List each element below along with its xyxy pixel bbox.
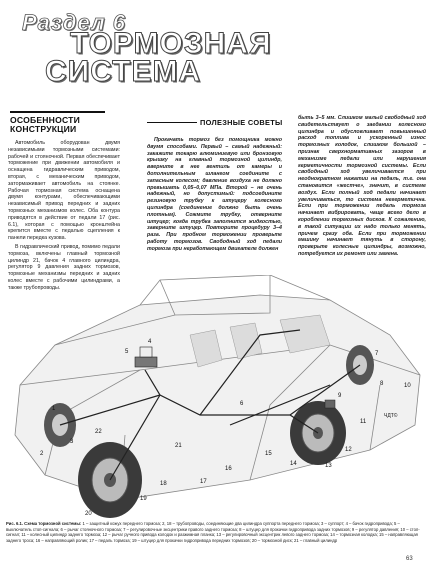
figure-caption <box>6 521 426 543</box>
callout-3: 3 <box>70 439 74 445</box>
callout-17: 17 <box>200 479 207 485</box>
paragraph: Автомобиль оборудован двумя независимыми тормозными системами: рабочей и стояночной. Первая обеспечивает торможение при движении автомобиля и оснащена гидравлическим приводом, вторая, с механическим приводом, затормаживает автомобиль на стоянке. Рабочая тормозная система оснащена двумя контурами, обеспечивающими независимый привод передних и задних тормозных механизмов колес. Оба контура приводятся в действие от педали 17 (рис. 6.1), которая с помощью кронштейна крепится вместе с педалью сцепления к панели передка кузова. <box>8 140 120 242</box>
callout-5: 5 <box>125 349 129 355</box>
callout-4: 4 <box>148 339 152 345</box>
heading-rule <box>147 122 197 123</box>
heading-line-1: ОСОБЕННОСТИ <box>10 115 80 125</box>
callout-7: 7 <box>375 351 379 357</box>
callout-19: 19 <box>140 496 147 502</box>
callout-15: 15 <box>265 451 272 457</box>
header <box>0 0 430 100</box>
callout-12: 12 <box>345 447 352 453</box>
column-tips-continued <box>298 115 426 260</box>
section-label: Раздел 6 <box>22 10 126 35</box>
column-tips <box>147 137 282 255</box>
callout-6: 6 <box>240 401 244 407</box>
callout-10: 10 <box>404 383 411 389</box>
page-title <box>45 27 272 88</box>
heading-rule <box>10 111 105 113</box>
callout-2: 2 <box>40 451 44 457</box>
callout-9: 9 <box>338 393 342 399</box>
callout-13: 13 <box>325 463 332 469</box>
caption-text: 1 – защитный кожух переднего тормоза; 2, 18 – трубопроводы, соединяющие два цилиндра суппорта переднего тормоза; 3 – суппорт; 4 – бачок гидропривода; 5 – выключатель стоп-сигнала; 6 – рычаг стояночного тормоза; 7 – регулировочные эксцентрики правого заднего тормоза; 8 – штуцер для прокачки гидропривода задних тормозов; 9 – регулятор давления; 10 – стоп-сигнал; 11 – колесный цилиндр заднего тормоза; 12 – рычаг ручного привода колодок и разжимная планка; 13 – регулировочный эксцентрик левого заднего тормоза; 14 – тормозная колодка; 15 – направляющая заднего троса; 16 – направляющий ролик; 17 – педаль тормоза; 19 – штуцер для прокачки гидропривода передних тормозов; 20 – тормозной диск; 21 – главный цилиндр <box>6 521 420 543</box>
callout-21: 21 <box>175 443 182 449</box>
section-heading-features <box>10 116 120 134</box>
callout-20: 20 <box>85 511 92 517</box>
page-number: 63 <box>406 556 413 562</box>
section-heading-tips: ПОЛЕЗНЫЕ СОВЕТЫ <box>200 118 283 127</box>
column-features <box>8 140 120 294</box>
title-line-1: ТОРМОЗНАЯ <box>70 27 272 60</box>
callout-14: 14 <box>290 461 297 467</box>
callout-8: 8 <box>380 381 384 387</box>
car-body-outline <box>15 275 420 500</box>
callout-1: 1 <box>52 406 56 412</box>
callout-18: 18 <box>160 481 167 487</box>
paragraph: быть 3–5 мм. Слишком малый свободный ход свидетельствует о заедании колесного цилиндра и обусловливает повышенный расход топлива и ускоренный износ тормозных колодок, слишком большой – признак сверхнормативных зазоров в механизме педали или нарушения герметичности тормозной системы. Если свободный ход увеличивается при неоднократном нажатии на педаль, т.е. она становится «жестче», значит, в системе воздух. Если полный ход педали начинает увеличиваться, то система негерметична. Если при торможении педаль тормоза начинает вибрировать, чаще всего дело в короблении тормозных дисков. К сожалению, в такой ситуации их надо только менять, причем сразу оба. Если при торможении машину начинает тянуть в сторону, проверьте колесные цилиндры, возможно, потребуется их ремонт или замена. <box>298 115 426 257</box>
pressure-regulator <box>325 400 335 408</box>
paragraph: Прокачать тормоз без помощника можно двумя способами. Первый – самый надежный: закажите токарю алюминиевую или бронзовую крышку на главный тормозной цилиндр, вверните в нее вентиль от камеры и дополнительным шлангом соедините с запасным колесом; давление воздуха не должно превышать 0,05–0,07 МПа. Второй – не очень надежный, но допустимый: подсоедините резиновую трубку к штуцеру колесного цилиндра (соединение должно быть очень плотным). Сожмите трубку, отверните штуцер; когда трубка заполнится жидкостью, заверните штуцер. Повторите процедуру 3–4 раза. При пробном торможении проверьте работу тормозов. Свободный ход педали тормоза при неработающем двигателе должен <box>147 137 282 252</box>
brake-system-illustration <box>0 275 430 520</box>
rear-label: ЧДТ© <box>384 413 398 419</box>
callout-11: 11 <box>360 419 367 425</box>
callout-16: 16 <box>225 466 232 472</box>
callout-22: 22 <box>95 429 102 435</box>
caption-title: Рис. 6.1. Схема тормозной системы: <box>6 521 82 526</box>
paragraph: В гидравлический привод, помимо педали тормоза, включены главный тормозной цилиндр 21, бачок 4 главного цилиндра, регулятор 9 давления задних тормозов, тормозные механизмы передних и задних колес вместе с рабочими цилиндрами, а также трубопроводы. <box>8 243 120 291</box>
title-line-2: СИСТЕМА <box>45 55 202 88</box>
heading-line-2: КОНСТРУКЦИИ <box>10 124 77 134</box>
